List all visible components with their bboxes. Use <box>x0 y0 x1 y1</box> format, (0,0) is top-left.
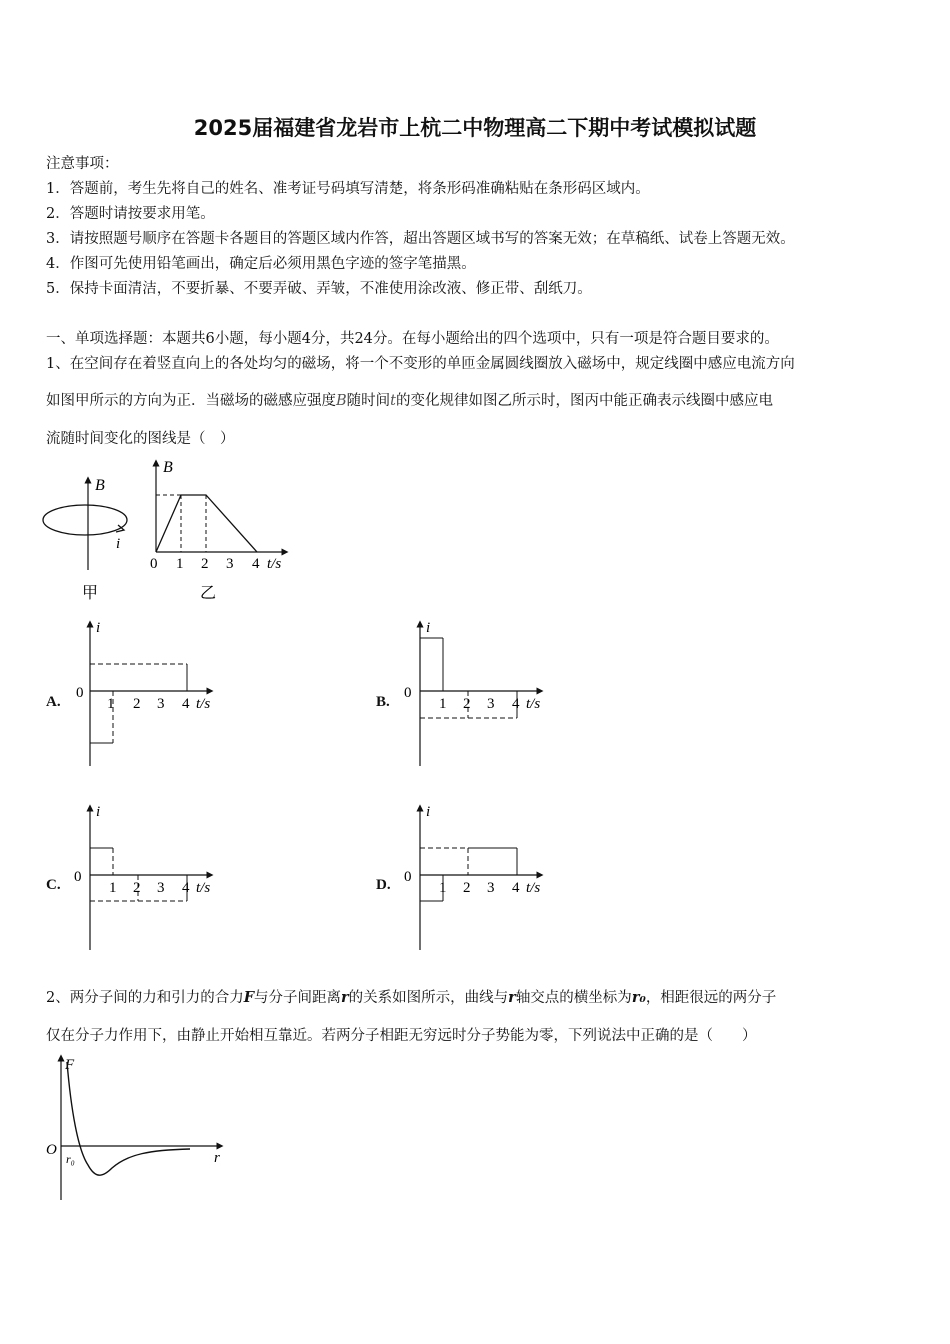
option-c-label: C. <box>46 877 61 893</box>
tick-label: 3 <box>487 880 495 896</box>
tick-label: 3 <box>487 696 495 712</box>
option-a-graph[interactable] <box>70 616 230 771</box>
caption-jia: 甲 <box>82 585 99 602</box>
y-label: B <box>163 459 173 476</box>
q2-text-line1: 2、两分子间的力和引力的合力F与分子间距离r的关系如图所示，曲线与r轴交点的横坐标为r₀，相距很远的两分子 <box>46 989 777 1006</box>
r0-label: r₀ <box>66 1152 75 1166</box>
tick-label: 3 <box>157 696 165 712</box>
tick-label: 4 <box>182 880 190 896</box>
tick-label: 2 <box>133 880 141 896</box>
x-label: t/s <box>526 880 541 896</box>
notes-heading: 注意事项： <box>46 156 119 172</box>
x-label: t/s <box>196 880 211 896</box>
figure-yi <box>145 455 295 610</box>
tick-label: 3 <box>157 880 165 896</box>
tick-label: 1 <box>439 696 447 712</box>
y-label: i <box>96 804 101 820</box>
tick-label: 1 <box>109 880 117 896</box>
x-label: t/s <box>526 696 541 712</box>
x-label: t/s <box>267 556 282 572</box>
tick-label: 4 <box>512 880 520 896</box>
option-c-graph[interactable] <box>70 800 230 955</box>
tick-label: 4 <box>252 556 260 572</box>
force-curve <box>67 1062 190 1175</box>
tick-label: 2 <box>463 880 471 896</box>
option-b-label: B. <box>376 694 390 710</box>
y-label: i <box>96 620 101 636</box>
y-label: i <box>426 804 431 820</box>
caption-yi: 乙 <box>200 585 217 602</box>
tick-label: 0 <box>150 556 158 572</box>
q1-text-line1: 1、在空间存在着竖直向上的各处均匀的磁场，将一个不变形的单匝金属圆线圈放入磁场中，规定线圈中感应电流方向 <box>46 356 795 372</box>
note-item: 3．请按照题号顺序在答题卡各题目的答题区域内作答，超出答题区域书写的答案无效；在草稿纸、试卷上答题无效。 <box>46 231 795 247</box>
tick-label: 4 <box>512 696 520 712</box>
origin-label: 0 <box>404 685 412 701</box>
origin-label: 0 <box>74 869 82 885</box>
origin-label: 0 <box>76 685 84 701</box>
tick-label: 2 <box>463 696 471 712</box>
origin-label: O <box>46 1142 57 1158</box>
option-d-label: D. <box>376 877 391 893</box>
q1-text-line2: 如图甲所示的方向为正．当磁场的磁感应强度B随时间t的变化规律如图乙所示时，图丙中能正确表示线圈中感应电 <box>46 393 773 409</box>
note-item: 4．作图可先使用铅笔画出，确定后必须用黑色字迹的签字笔描黑。 <box>46 256 476 272</box>
tick-label: 2 <box>133 696 141 712</box>
q2-text-line2: 仅在分子力作用下，由静止开始相互靠近。若两分子相距无穷远时分子势能为零，下列说法中正确的是（ ） <box>46 1028 757 1044</box>
tick-label: 1 <box>107 696 115 712</box>
coil-loop <box>43 505 127 535</box>
origin-label: 0 <box>404 869 412 885</box>
option-a-label: A. <box>46 694 61 710</box>
figure-jia <box>40 460 140 610</box>
figure-force-distance <box>40 1050 230 1205</box>
note-item: 2．答题时请按要求用笔。 <box>46 206 215 222</box>
x-label: t/s <box>196 696 211 712</box>
note-item: 5．保持卡面清洁，不要折暴、不要弄破、弄皱，不准使用涂改液、修正带、刮纸刀。 <box>46 281 592 297</box>
tick-label: 3 <box>226 556 234 572</box>
field-label: B <box>95 477 105 494</box>
page-title: 2025届福建省龙岩市上杭二中物理高二下期中考试模拟试题 <box>193 116 757 140</box>
tick-label: 1 <box>176 556 184 572</box>
option-d-graph[interactable] <box>400 800 560 955</box>
x-label: r <box>214 1150 220 1166</box>
tick-label: 1 <box>439 880 447 896</box>
tick-label: 2 <box>201 556 209 572</box>
current-label: i <box>116 536 121 552</box>
y-label: F <box>65 1057 75 1073</box>
note-item: 1．答题前，考生先将自己的姓名、准考证号码填写清楚，将条形码准确粘贴在条形码区域内。 <box>46 181 650 197</box>
tick-label: 4 <box>182 696 190 712</box>
section-heading: 一、单项选择题：本题共6小题，每小题4分，共24分。在每小题给出的四个选项中，只有一项是符合题目要求的。 <box>46 331 779 347</box>
option-b-graph[interactable] <box>400 616 560 771</box>
q1-text-line3: 流随时间变化的图线是（ ） <box>46 431 235 447</box>
y-label: i <box>426 620 431 636</box>
